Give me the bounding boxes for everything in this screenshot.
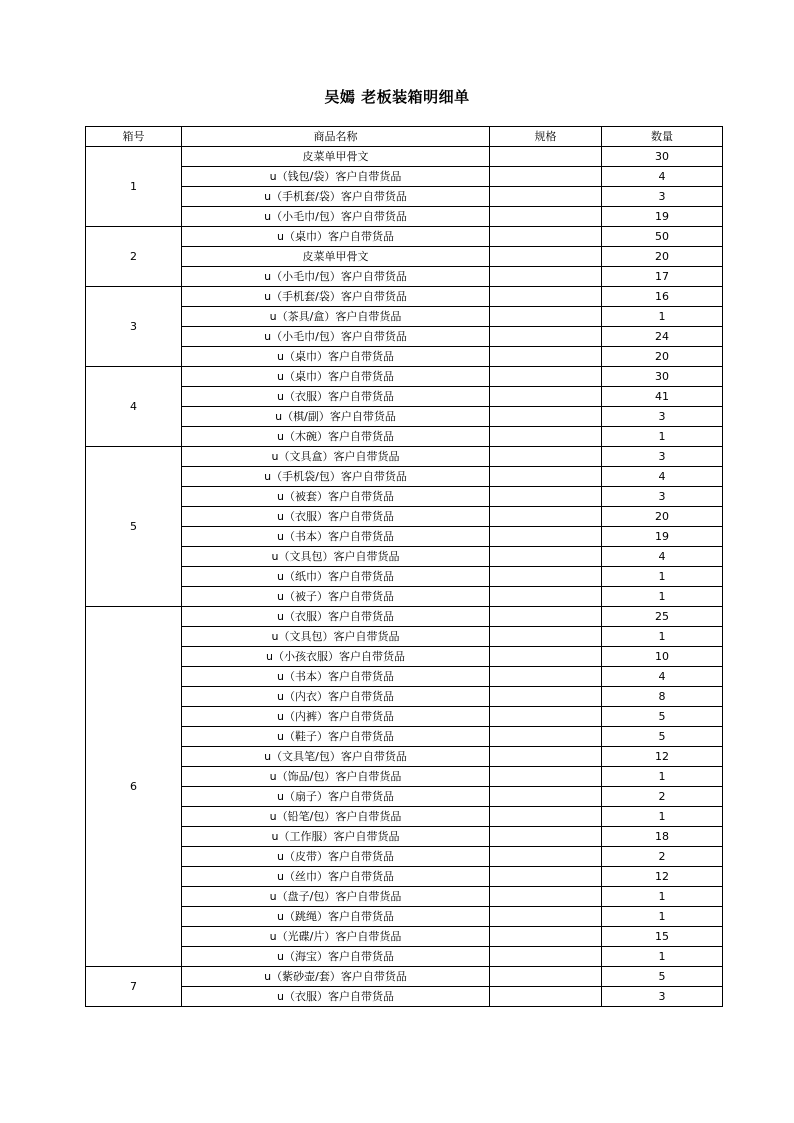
table-row xyxy=(86,607,723,627)
spec-cell xyxy=(490,567,602,587)
table-row xyxy=(86,407,723,427)
spec-cell xyxy=(490,347,602,367)
table-row xyxy=(86,827,723,847)
table-row xyxy=(86,907,723,927)
quantity-cell: 4 xyxy=(602,467,723,487)
spec-cell xyxy=(490,147,602,167)
product-name-cell: u（小孩衣服）客户自带货品 xyxy=(182,647,490,667)
quantity-cell: 1 xyxy=(602,907,723,927)
product-name-cell: u（桌巾）客户自带货品 xyxy=(182,367,490,387)
quantity-cell: 5 xyxy=(602,727,723,747)
table-row xyxy=(86,647,723,667)
product-name-cell: u（被子）客户自带货品 xyxy=(182,587,490,607)
product-name-cell: u（文具笔/包）客户自带货品 xyxy=(182,747,490,767)
quantity-cell: 10 xyxy=(602,647,723,667)
table-header-row xyxy=(86,127,723,147)
quantity-cell: 20 xyxy=(602,247,723,267)
header-box-number: 箱号 xyxy=(86,127,182,147)
spec-cell xyxy=(490,687,602,707)
product-name-cell: u（紫砂壶/套）客户自带货品 xyxy=(182,967,490,987)
spec-cell xyxy=(490,707,602,727)
product-name-cell: u（内裤）客户自带货品 xyxy=(182,707,490,727)
quantity-cell: 3 xyxy=(602,187,723,207)
table-row xyxy=(86,147,723,167)
quantity-cell: 1 xyxy=(602,567,723,587)
table-row xyxy=(86,467,723,487)
product-name-cell: 皮菜单甲骨文 xyxy=(182,147,490,167)
header-quantity: 数量 xyxy=(602,127,723,147)
quantity-cell: 30 xyxy=(602,367,723,387)
spec-cell xyxy=(490,207,602,227)
product-name-cell: u（扇子）客户自带货品 xyxy=(182,787,490,807)
spec-cell xyxy=(490,627,602,647)
product-name-cell: u（被套）客户自带货品 xyxy=(182,487,490,507)
table-row xyxy=(86,947,723,967)
product-name-cell: u（光碟/片）客户自带货品 xyxy=(182,927,490,947)
table-row xyxy=(86,707,723,727)
table-row xyxy=(86,667,723,687)
spec-cell xyxy=(490,987,602,1007)
spec-cell xyxy=(490,647,602,667)
quantity-cell: 5 xyxy=(602,707,723,727)
product-name-cell: u（丝巾）客户自带货品 xyxy=(182,867,490,887)
product-name-cell: u（书本）客户自带货品 xyxy=(182,527,490,547)
table-row xyxy=(86,967,723,987)
spec-cell xyxy=(490,487,602,507)
quantity-cell: 5 xyxy=(602,967,723,987)
quantity-cell: 3 xyxy=(602,407,723,427)
product-name-cell: u（跳绳）客户自带货品 xyxy=(182,907,490,927)
quantity-cell: 4 xyxy=(602,547,723,567)
spec-cell xyxy=(490,867,602,887)
table-row xyxy=(86,767,723,787)
packing-list-body xyxy=(86,147,723,1007)
spec-cell xyxy=(490,607,602,627)
spec-cell xyxy=(490,927,602,947)
product-name-cell: u（海宝）客户自带货品 xyxy=(182,947,490,967)
spec-cell xyxy=(490,827,602,847)
spec-cell xyxy=(490,247,602,267)
product-name-cell: u（纸巾）客户自带货品 xyxy=(182,567,490,587)
spec-cell xyxy=(490,887,602,907)
quantity-cell: 8 xyxy=(602,687,723,707)
spec-cell xyxy=(490,767,602,787)
spec-cell xyxy=(490,227,602,247)
spec-cell xyxy=(490,587,602,607)
table-row xyxy=(86,627,723,647)
product-name-cell: u（皮带）客户自带货品 xyxy=(182,847,490,867)
spec-cell xyxy=(490,907,602,927)
table-row xyxy=(86,427,723,447)
product-name-cell: u（盘子/包）客户自带货品 xyxy=(182,887,490,907)
table-row xyxy=(86,887,723,907)
quantity-cell: 1 xyxy=(602,587,723,607)
product-name-cell: u（工作服）客户自带货品 xyxy=(182,827,490,847)
quantity-cell: 15 xyxy=(602,927,723,947)
table-row xyxy=(86,347,723,367)
spec-cell xyxy=(490,747,602,767)
table-row xyxy=(86,387,723,407)
table-row xyxy=(86,167,723,187)
product-name-cell: u（小毛巾/包）客户自带货品 xyxy=(182,207,490,227)
spec-cell xyxy=(490,367,602,387)
spec-cell xyxy=(490,447,602,467)
quantity-cell: 1 xyxy=(602,427,723,447)
table-row xyxy=(86,367,723,387)
box-number-cell: 4 xyxy=(86,367,182,447)
table-row xyxy=(86,587,723,607)
product-name-cell: u（钱包/袋）客户自带货品 xyxy=(182,167,490,187)
quantity-cell: 4 xyxy=(602,667,723,687)
product-name-cell: u（衣服）客户自带货品 xyxy=(182,387,490,407)
table-row xyxy=(86,787,723,807)
quantity-cell: 1 xyxy=(602,307,723,327)
quantity-cell: 4 xyxy=(602,167,723,187)
quantity-cell: 19 xyxy=(602,207,723,227)
box-number-cell: 1 xyxy=(86,147,182,227)
quantity-cell: 1 xyxy=(602,767,723,787)
product-name-cell: u（衣服）客户自带货品 xyxy=(182,607,490,627)
product-name-cell: u（衣服）客户自带货品 xyxy=(182,987,490,1007)
spec-cell xyxy=(490,267,602,287)
product-name-cell: u（桌巾）客户自带货品 xyxy=(182,347,490,367)
spec-cell xyxy=(490,947,602,967)
quantity-cell: 3 xyxy=(602,487,723,507)
table-row xyxy=(86,987,723,1007)
product-name-cell: u（茶具/盒）客户自带货品 xyxy=(182,307,490,327)
quantity-cell: 24 xyxy=(602,327,723,347)
quantity-cell: 50 xyxy=(602,227,723,247)
quantity-cell: 41 xyxy=(602,387,723,407)
table-row xyxy=(86,327,723,347)
product-name-cell: u（桌巾）客户自带货品 xyxy=(182,227,490,247)
spec-cell xyxy=(490,307,602,327)
quantity-cell: 2 xyxy=(602,847,723,867)
table-row xyxy=(86,807,723,827)
product-name-cell: u（手机袋/包）客户自带货品 xyxy=(182,467,490,487)
table-row xyxy=(86,307,723,327)
quantity-cell: 12 xyxy=(602,747,723,767)
quantity-cell: 17 xyxy=(602,267,723,287)
spec-cell xyxy=(490,327,602,347)
table-row xyxy=(86,727,723,747)
table-row xyxy=(86,687,723,707)
table-row xyxy=(86,187,723,207)
spec-cell xyxy=(490,407,602,427)
product-name-cell: u（衣服）客户自带货品 xyxy=(182,507,490,527)
packing-list-table xyxy=(85,126,723,1007)
table-row xyxy=(86,547,723,567)
quantity-cell: 2 xyxy=(602,787,723,807)
product-name-cell: 皮菜单甲骨文 xyxy=(182,247,490,267)
table-row xyxy=(86,927,723,947)
spec-cell xyxy=(490,667,602,687)
quantity-cell: 12 xyxy=(602,867,723,887)
quantity-cell: 20 xyxy=(602,347,723,367)
quantity-cell: 19 xyxy=(602,527,723,547)
box-number-cell: 2 xyxy=(86,227,182,287)
table-row xyxy=(86,567,723,587)
spec-cell xyxy=(490,167,602,187)
table-row xyxy=(86,867,723,887)
spec-cell xyxy=(490,547,602,567)
spec-cell xyxy=(490,187,602,207)
product-name-cell: u（铅笔/包）客户自带货品 xyxy=(182,807,490,827)
product-name-cell: u（鞋子）客户自带货品 xyxy=(182,727,490,747)
table-row xyxy=(86,247,723,267)
table-row xyxy=(86,447,723,467)
box-number-cell: 6 xyxy=(86,607,182,967)
header-spec: 规格 xyxy=(490,127,602,147)
spec-cell xyxy=(490,807,602,827)
table-row xyxy=(86,747,723,767)
quantity-cell: 3 xyxy=(602,447,723,467)
product-name-cell: u（书本）客户自带货品 xyxy=(182,667,490,687)
quantity-cell: 18 xyxy=(602,827,723,847)
box-number-cell: 5 xyxy=(86,447,182,607)
product-name-cell: u（饰品/包）客户自带货品 xyxy=(182,767,490,787)
table-row xyxy=(86,207,723,227)
table-row xyxy=(86,487,723,507)
quantity-cell: 1 xyxy=(602,807,723,827)
box-number-cell: 7 xyxy=(86,967,182,1007)
spec-cell xyxy=(490,467,602,487)
table-row xyxy=(86,267,723,287)
product-name-cell: u（文具包）客户自带货品 xyxy=(182,547,490,567)
spec-cell xyxy=(490,967,602,987)
table-row xyxy=(86,227,723,247)
spec-cell xyxy=(490,387,602,407)
product-name-cell: u（棋/副）客户自带货品 xyxy=(182,407,490,427)
spec-cell xyxy=(490,727,602,747)
quantity-cell: 16 xyxy=(602,287,723,307)
product-name-cell: u（小毛巾/包）客户自带货品 xyxy=(182,267,490,287)
table-row xyxy=(86,527,723,547)
table-row xyxy=(86,847,723,867)
quantity-cell: 25 xyxy=(602,607,723,627)
document-title: 吴嫣 老板装箱明细单 xyxy=(324,88,470,106)
spec-cell xyxy=(490,847,602,867)
spec-cell xyxy=(490,287,602,307)
product-name-cell: u（内衣）客户自带货品 xyxy=(182,687,490,707)
product-name-cell: u（手机套/袋）客户自带货品 xyxy=(182,287,490,307)
spec-cell xyxy=(490,507,602,527)
spec-cell xyxy=(490,787,602,807)
product-name-cell: u（文具包）客户自带货品 xyxy=(182,627,490,647)
product-name-cell: u（文具盒）客户自带货品 xyxy=(182,447,490,467)
quantity-cell: 20 xyxy=(602,507,723,527)
product-name-cell: u（小毛巾/包）客户自带货品 xyxy=(182,327,490,347)
product-name-cell: u（手机套/袋）客户自带货品 xyxy=(182,187,490,207)
quantity-cell: 1 xyxy=(602,947,723,967)
quantity-cell: 30 xyxy=(602,147,723,167)
quantity-cell: 1 xyxy=(602,887,723,907)
quantity-cell: 1 xyxy=(602,627,723,647)
spec-cell xyxy=(490,527,602,547)
spec-cell xyxy=(490,427,602,447)
table-row xyxy=(86,507,723,527)
box-number-cell: 3 xyxy=(86,287,182,367)
product-name-cell: u（木碗）客户自带货品 xyxy=(182,427,490,447)
quantity-cell: 3 xyxy=(602,987,723,1007)
table-row xyxy=(86,287,723,307)
header-product-name: 商品名称 xyxy=(182,127,490,147)
